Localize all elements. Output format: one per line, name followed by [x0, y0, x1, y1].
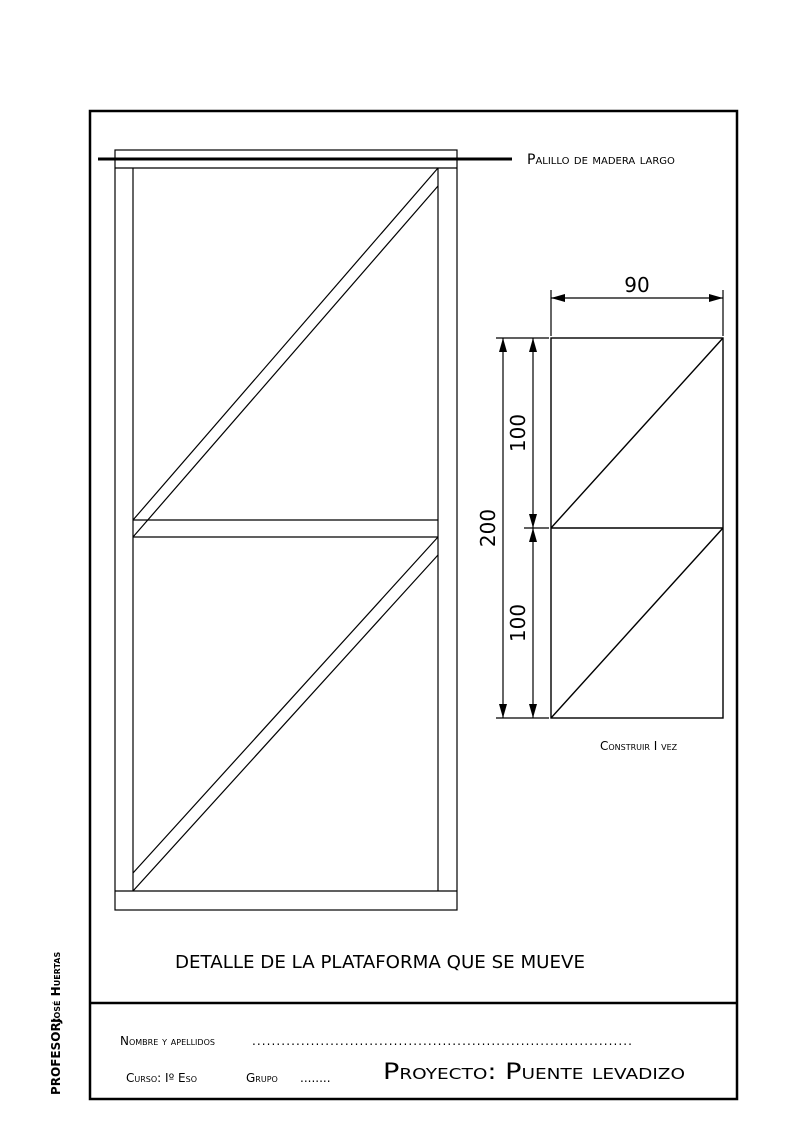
- lower-height-value: 100: [506, 603, 530, 643]
- name-label: Nombre y apellidos: [120, 1034, 215, 1048]
- schematic-upper-diagonal: [551, 338, 723, 528]
- group-label: Grupo: [246, 1071, 278, 1085]
- title-block: [120, 1034, 685, 1085]
- schematic: [551, 338, 723, 718]
- professor-credit: [49, 951, 63, 1095]
- professor-name: José Huertas: [49, 951, 63, 1023]
- professor-label: PROFESOR:: [49, 1017, 63, 1095]
- upper-diagonal-edge-b: [133, 186, 438, 537]
- frame-outer-outline: [115, 150, 457, 910]
- stick-label: Palillo de madera largo: [527, 152, 675, 168]
- lower-diagonal-edge-b: [133, 555, 438, 891]
- upper-diagonal-edge-a: [133, 168, 438, 520]
- group-field-dots: ........: [300, 1071, 331, 1085]
- course-label: Curso: Iº Eso: [126, 1071, 197, 1085]
- build-note: Construir I vez: [600, 739, 678, 753]
- upper-height-value: 100: [506, 413, 530, 453]
- dimension-width: [551, 273, 723, 336]
- name-field-dots: ..............................................................................: [252, 1034, 632, 1048]
- lower-diagonal-edge-a: [133, 537, 438, 873]
- width-value: 90: [624, 273, 650, 297]
- sheet-border: [90, 111, 737, 1099]
- total-height-value: 200: [476, 508, 500, 548]
- platform-frame: [115, 150, 457, 910]
- schematic-lower-diagonal: [551, 528, 723, 718]
- dimension-partial-heights: [506, 338, 549, 718]
- drawing-caption: DETALLE DE LA PLATAFORMA QUE SE MUEVE: [175, 952, 585, 973]
- project-title: Proyecto: Puente levadizo: [383, 1060, 685, 1085]
